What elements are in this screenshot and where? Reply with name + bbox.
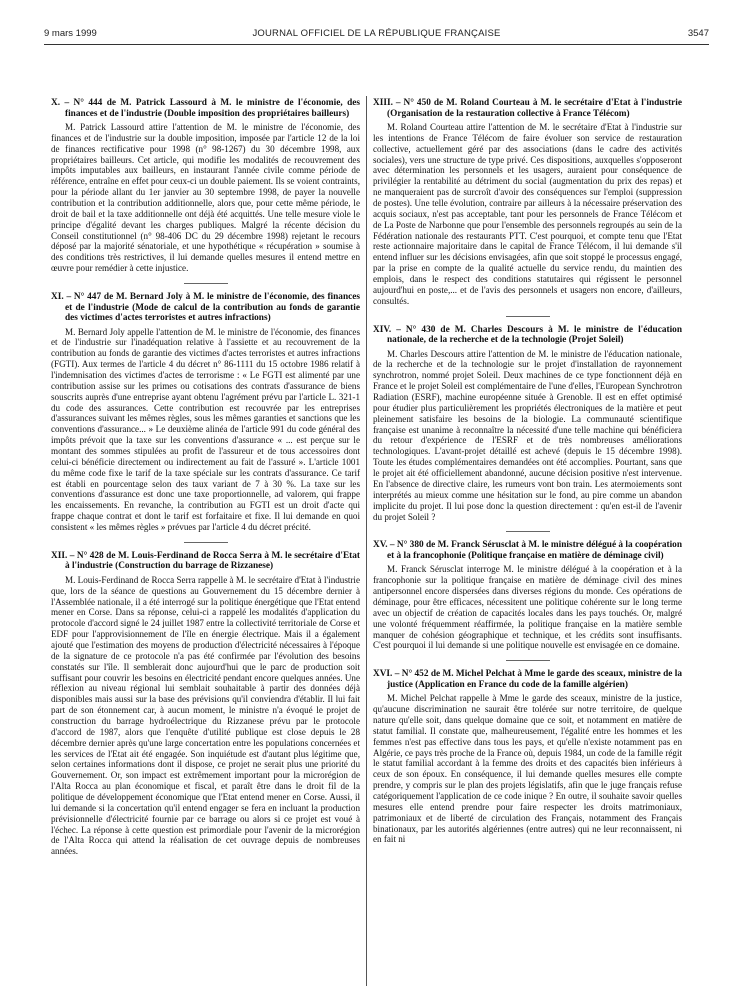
question-xvi — [373, 669, 682, 845]
question-heading: X. – N° 444 de M. Patrick Lassourd à M. le ministre de l'économie, des finances et de l'industrie (Double imposition des propriétaires bailleurs) — [51, 98, 360, 119]
question-xi — [51, 292, 360, 533]
question-body: M. Louis-Ferdinand de Rocca Serra rappelle à M. le secrétaire d'Etat à l'industrie que, lors de la séance de questions au Gouvernement du 15 décembre dernier à l'Assemblée nationale, il a été interrogé sur la politique énergétique que l'Etat entend mener en Corse. Dans sa réponse, celui-ci a rappelé les modalités d'application du protocole d'accord signé le 24 juillet 1987 entre la collectivité territoriale de Corse et EDF pour l'approvisionnement de l'île en énergie électrique. Mais il a également ajouté que l'estimation des moyens de production d'électricité nécessaires à l'époque de la signature de ce protocole n'a pas été confirmée par l'évolution des besoins constatés sur l'île. Il semblerait donc aujourd'hui que le parc de production soit suffisant pour couvrir les besoins en électricité pendant encore quelques années. Une réflexion au niveau régional lui semblait souhaitable à partir des données déjà disponibles mais aussi sur la base des prévisions qu'il conviendra d'établir. Il lui fait part de son étonnement car, à aucun moment, le ministre n'a évoqué le projet de construction du barrage hydroélectrique du Rizzanese prévu par le protocole d'accord de 1987, alors que l'enquête d'utilité publique est close depuis le 28 décembre dernier après qu'une large concertation entre les populations concernées et les services de l'Etat ait été engagée. Son inquiétude est d'autant plus légitime que, selon certaines informations dont il dispose, ce projet ne serait plus une priorité du Gouvernement. Or, son impact est extrêmement important pour la microrégion de l'Alta Rocca au plan économique et fiscal, et paraît être dans le droit fil de la politique de développement économique que l'Etat entend mener en Corse. Aussi, il lui demande si la concertation qu'il entend engager se fera en incluant la production prévisionnelle d'électricité fournie par ce barrage ou alors si ce projet est voué à l'échec. La réponse à cette question est primordiale pour l'avenir de la microrégion de l'Alta Rocca qui attend la réalisation de cet ouvrage depuis de nombreuses années. — [51, 574, 360, 857]
question-heading: XVI. – N° 452 de M. Michel Pelchat à Mme le garde des sceaux, ministre de la justice (Application en France du code de la famille algérien) — [373, 669, 682, 690]
left-column — [51, 98, 360, 857]
separator-rule — [184, 283, 228, 284]
question-xv — [373, 540, 682, 651]
question-body: M. Charles Descours attire l'attention de M. le ministre de l'éducation nationale, de la recherche et de la technologie sur le projet d'installation de rayonnement synchrotron, nommé projet Soleil. Deux machines de ce type fonctionnent déjà en France et le projet Soleil est complémentaire de l'une d'elles, l'European Synchrotron Radiation (ESRF), machine européenne située à Grenoble. Il est en effet optimisé pour étudier plus particulièrement les propriétés électroniques de la matière et peut pleinement satisfaire les besoins de la biologie. La communauté scientifique française est unanime à reconnaître la nécessité d'une telle machine qui bénéficiera du retour d'expérience de l'ESRF et de très nombreuses améliorations technologiques. L'avant-projet détaillé est achevé (depuis le 15 décembre 1998). Toute les études complémentaires demandées ont été accomplies. Pourtant, sans que le projet ait été officiellement abandonné, aucune décision positive n'est intervenue. En l'absence de directive claire, les rumeurs vont bon train. Les atermoiements sont interprétés au mieux comme une hésitation sur le fond, au pire comme un abandon implicite du projet. Il lui pose donc la question directement : qu'en est-il de l'avenir du projet Soleil ? — [373, 348, 682, 522]
separator-rule — [184, 542, 228, 543]
question-body: M. Patrick Lassourd attire l'attention de M. le ministre de l'économie, des finances et de l'industrie sur la double imposition, imposée par l'article 12 de la loi de finances rectificative pour 1998 (n° 98-1267) du 30 décembre 1998, aux propriétaires bailleurs. Cet article, qui modifie les modalités de recouvrement des impôts imputables aux bailleurs, en instaurant l'année civile comme période de référence, entraîne en effet pour ceux-ci un double paiement. Ils se voient contraints, pour la période allant du 1er janvier au 30 septembre 1998, de payer la nouvelle contribution et la contribution additionnelle, alors que, pour cette même période, le droit de bail et la taxe additionnelle ont déjà été acquittés. Une telle mesure viole le principe d'égalité devant les charges publiques. Malgré la récente décision du Conseil constitutionnel (n° 98-406 DC du 29 décembre 1998) rejetant le recours déposé par la majorité sénatoriale, et une hypothétique « récupération » soumise à des conditions très restrictives, il lui demande quelles mesures il entend mettre en œuvre pour remédier à cette injustice. — [51, 122, 360, 274]
question-body: M. Franck Sérusclat interroge M. le ministre délégué à la coopération et à la francophonie sur la politique française en matière de déminage civil des mines antipersonnel encore dispersées dans diverses régions du monde. Ces opérations de déminage, pour être efficaces, nécessitent une politique cohérente sur le long terme avec un objectif de création de capacités locales dans les pays touchés. Or, malgré une volonté fréquemment réaffirmée, la politique française en la matière semble manquer de cohésion géographique et technique, et les crédits sont insuffisants. C'est pourquoi il lui demande si une politique nouvelle est envisagée en ce domaine. — [373, 564, 682, 651]
question-heading: XI. – N° 447 de M. Bernard Joly à M. le ministre de l'économie, des finances et de l'industrie (Mode de calcul de la contribution au fonds de garantie des victimes d'actes terroristes et autres infractions) — [51, 292, 360, 324]
separator-rule — [506, 660, 550, 661]
question-heading: XII. – N° 428 de M. Louis-Ferdinand de Rocca Serra à M. le secrétaire d'Etat à l'industrie (Construction du barrage de Rizzanese) — [51, 550, 360, 572]
question-heading: XIII. – N° 450 de M. Roland Courteau à M. le secrétaire d'Etat à l'industrie (Organisation de la restauration collective à France Télécom) — [373, 98, 682, 119]
separator-rule — [506, 531, 550, 532]
question-x — [51, 98, 360, 274]
question-heading: XIV. – N° 430 de M. Charles Descours à M. le ministre de l'éducation nationale, de la recherche et de la technologie (Projet Soleil) — [373, 324, 682, 346]
page-number: 3547 — [687, 28, 709, 39]
question-xiv — [373, 325, 682, 523]
column-divider — [366, 96, 367, 986]
question-body: M. Roland Courteau attire l'attention de M. le secrétaire d'Etat à l'industrie sur les intentions de France Télécom de faire évoluer son service de restauration collective, actuellement géré par des associations (dans le cadre des activités sociales), vers une structure de type privé. Ces dispositions, auxquelles s'opposeront avec détermination les personnels et les usagers, auraient pour conséquence de privilégier la rentabilité au détriment du social (augmentation du prix des repas) et ne manqueraient pas de surcroît d'avoir des conséquences sur l'emploi (suppression de postes). Une telle évolution, contraire par ailleurs à la nécessaire préservation des acquis sociaux, n'est pas acceptable, tant pour les personnels de France Télécom et de La Poste de Narbonne que pour l'ensemble des personnels regroupés au sein de la Fédération nationale des restaurants PTT. C'est pourquoi, et compte tenu que l'Etat reste actionnaire majoritaire dans le capital de France Télécom, il lui demande s'il entend influer sur les décisions envisagées, afin que soit stoppé le processus engagé, par la prise en compte de la qualité actuelle du service rendu, du maintien des emplois, dans le respect des conditions statutaires qui régissent le personnel aujourd'hui en poste,... et de l'avis des personnels et usagers non encore, d'ailleurs, consultés. — [373, 122, 682, 306]
question-body: M. Michel Pelchat rappelle à Mme le garde des sceaux, ministre de la justice, qu'aucune discrimination ne saurait être tolérée sur notre territoire, de quelque nature qu'elle soit, dans quelque domaine que ce soit, et notamment en matière de statut familial. Il constate que, malheureusement, l'égalité entre les hommes et les femmes n'est pas effective dans tous les pays, et qu'elle n'existe notamment pas en Algérie, ce pays très proche de la France où, depuis 1984, un code de la famille régit le statut familial accordant à la femme des droits et des capacités bien inférieurs à ceux de son époux. En conséquence, il lui demande quelles mesures elle compte prendre, y compris sur le plan des projets législatifs, afin que le juge français refuse catégoriquement l'application de ce code inique ? En outre, il souhaite savoir quelles mesures elle entend prendre pour faire respecter les droits matrimoniaux, patrimoniaux et de liberté de circulation des Français, notamment des Français binationaux, par les autorités algériennes (entre autres) qui ne leur reconnaissent, ni en fait ni — [373, 693, 682, 845]
right-column — [373, 98, 682, 845]
separator-rule — [506, 316, 550, 317]
running-header — [44, 28, 709, 44]
issue-date: 9 mars 1999 — [44, 28, 97, 39]
question-xii — [51, 551, 360, 857]
question-body: M. Bernard Joly appelle l'attention de M. le ministre de l'économie, des finances et de l'industrie sur l'inadéquation relative à l'assiette et au recouvrement de la contribution au fonds de garantie des victimes d'actes terroristes et autres infractions (FGTI). Aux termes de l'article 4 du décret n° 86-1111 du 15 octobre 1986 relatif à l'indemnisation des victimes d'actes de terrorisme : « Le FGTI est alimenté par une contribution assise sur les primes ou cotisations des contrats d'assurance de biens souscrits auprès d'une entreprise ayant obtenu l'agrément prévu par l'article L. 321-1 du code des assurances. Cette contribution est recouvrée par les entreprises d'assurances suivant les mêmes règles, sous les mêmes garanties et sanctions que les conventions d'assurance... » Le deuxième alinéa de l'article 991 du code général des impôts prévoit que la taxe sur les conventions d'assurance « ... est perçue sur le montant des sommes stipulées au profit de l'assureur et de tous accessoires dont celui-ci bénéficie directement ou indirectement au fait de l'assuré ». L'article 1001 du même code fixe le tarif de la taxe spéciale sur les contrats d'assurance. Ce tarif est établi en pourcentage selon des taux variant de 7 à 30 %. La taxe sur les conventions d'assurance est donc une taxe proportionnelle, ad valorem, qui frappe les encaissements. En revanche, la contribution au FGTI est un droit d'acte qui frappe chaque contrat et dont le tarif est forfaitaire et fixe. Il lui demande en quoi consistent « les mêmes règles » prévues par l'article 4 du décret précité. — [51, 326, 360, 532]
journal-title: JOURNAL OFFICIEL DE LA RÉPUBLIQUE FRANÇAISE — [252, 28, 501, 39]
question-xiii — [373, 98, 682, 307]
question-heading: XV. – N° 380 de M. Franck Sérusclat à M. le ministre délégué à la coopération et à la francophonie (Politique française en matière de déminage civil) — [373, 540, 682, 561]
header-rule — [44, 44, 709, 45]
